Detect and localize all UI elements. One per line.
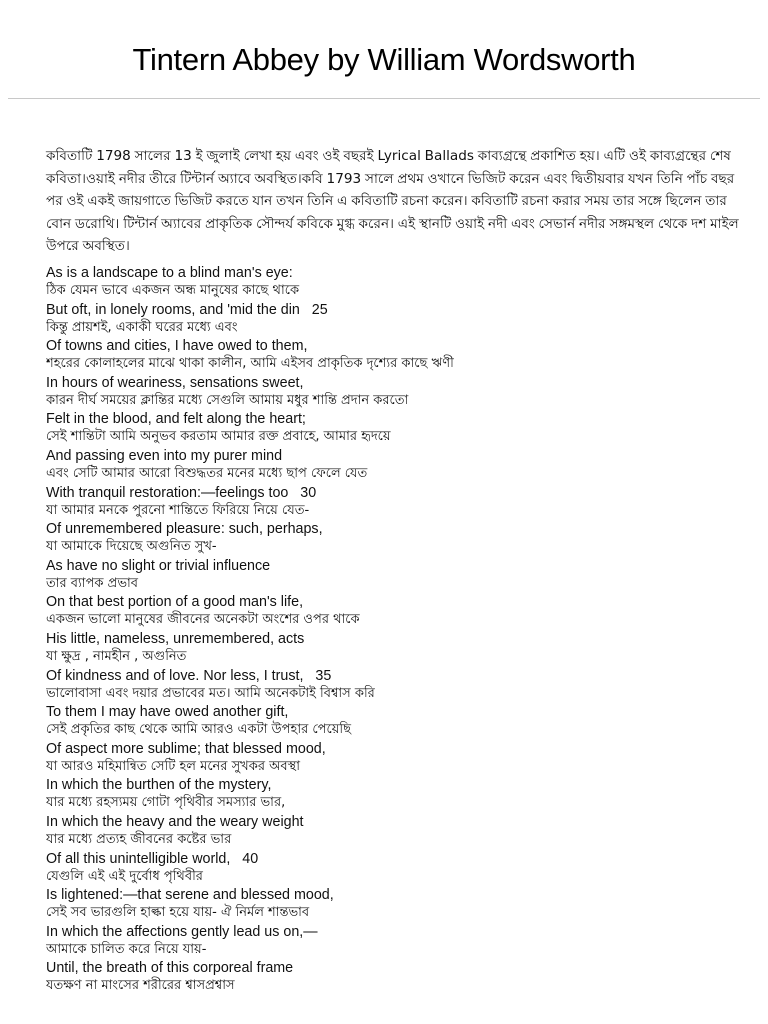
poem-line-pair: [46, 484, 748, 521]
bengali-translation: তার ব্যাপক প্রভাব: [46, 575, 139, 591]
poem-line-pair: [46, 740, 748, 777]
bengali-translation: যা আরও মহিমান্বিত সেটি হল মনের সুখকর অবস্থা: [46, 758, 300, 774]
english-line: Of aspect more sublime; that blessed mood,: [46, 740, 326, 757]
bengali-translation: যেগুলি এই এই দুর্বোধ পৃথিবীর: [46, 868, 203, 884]
bengali-translation: সেই শান্তিটা আমি অনুভব করতাম আমার রক্ত প্রবাহে, আমার হৃদয়ে: [46, 429, 391, 445]
page-title: Tintern Abbey by William Wordsworth: [132, 42, 636, 77]
poem-line-pair: [46, 923, 748, 960]
poem-line-pair: [46, 410, 748, 447]
bengali-translation: ঠিক যেমন ভাবে একজন অন্ধ মানুষের কাছে থাকে: [46, 283, 300, 298]
poem-line-pair: [46, 593, 748, 630]
english-line: Until, the breath of this corporeal frame: [46, 960, 294, 977]
title-divider: [8, 98, 760, 99]
poem-line-pair: [46, 886, 748, 923]
english-line: Is lightened:—that serene and blessed mood,: [46, 887, 334, 904]
poem-line-pair: [46, 959, 748, 996]
english-line: As is a landscape to a blind man's eye:: [46, 265, 293, 281]
english-line: In which the affections gently lead us on,—: [46, 923, 318, 940]
intro-paragraph: কবিতাটি 1798 সালের 13 ই জুলাই লেখা হয় এবং ওই বছরই Lyrical Ballads কাব্যগ্রন্থে প্রকাশিত হয়। এটি ওই কাব্যগ্রন্থের শেষ কবিতা।ওয়াই নদীর তীরে টিন্টার্ন অ্যাবে অবস্থিত।কবি 1793 সালে প্রথম ওখানে ভিজিট করেন এবং দ্বিতীয়বার যখন তিনি পাঁচ বছর পর ওই একই জায়গাতে ভিজিট করতে যান তখন তিনি এ কবিতাটি রচনা করেন। কবিতাটি রচনা করার সময় তার সঙ্গে ছিলেন তার বোন ডরোথি। টিন্টার্ন অ্যাবের প্রাকৃতিক সৌন্দর্য কবিকে মুগ্ধ করেন। এই স্থানটি ওয়াই নদী এবং সেভার্ন নদীর সঙ্গমস্থল থেকে দশ মাইল উপরে অবস্থিত।: [46, 148, 739, 254]
bengali-translation: যা আমার মনকে পুরনো শান্তিতে ফিরিয়ে নিয়ে যেত-: [46, 502, 310, 518]
english-line: In hours of weariness, sensations sweet,: [46, 374, 304, 391]
english-line: In which the burthen of the mystery,: [46, 777, 272, 794]
bengali-translation: এবং সেটি আমার আরো বিশুদ্ধতর মনের মধ্যে ছাপ ফেলে যেত: [46, 465, 368, 481]
poem-line-pair: [46, 776, 748, 813]
poem-line-pair: [46, 447, 748, 484]
poem-line-pair: [46, 703, 748, 740]
bengali-translation: কারন দীর্ঘ সময়ের ক্লান্তির মধ্যে সেগুলি আমায় মধুর শান্তি প্রদান করতো: [46, 392, 409, 408]
poem-line-pair: [46, 301, 748, 338]
poem-line-pair: [46, 813, 748, 850]
bengali-translation: একজন ভালো মানুষের জীবনের অনেকটা অংশের ওপর থাকে: [46, 612, 360, 628]
poem-line-pair: [46, 374, 748, 411]
bengali-translation: ভালোবাসা এবং দয়ার প্রভাবের মত। আমি অনেকটাই বিশ্বাস করি: [46, 685, 375, 701]
english-line: Felt in the blood, and felt along the heart;: [46, 411, 306, 428]
poem-line-pair: [46, 667, 748, 704]
poem-line-pair: [46, 630, 748, 667]
poem-line-pair: [46, 264, 748, 301]
bengali-translation: যতক্ষণ না মাংসের শরীরের শ্বাসপ্রশ্বাস: [46, 978, 235, 994]
english-line: And passing even into my purer mind: [46, 447, 283, 464]
english-line: To them I may have owed another gift,: [46, 704, 289, 721]
english-line: As have no slight or trivial influence: [46, 557, 271, 574]
english-line: Of unremembered pleasure: such, perhaps,: [46, 521, 323, 538]
bengali-translation: কিন্তু প্রায়শই, একাকী ঘরের মধ্যে এবং: [46, 319, 238, 335]
english-line: Of kindness and of love. Nor less, I trust, 35: [46, 667, 332, 684]
english-line: His little, nameless, unremembered, acts: [46, 630, 305, 647]
poem-line-pair: [46, 337, 748, 374]
poem-line-pair: [46, 850, 748, 887]
bengali-translation: যার মধ্যে প্রত্যহ জীবনের কষ্টের ভার: [46, 831, 232, 847]
english-line: Of all this unintelligible world, 40: [46, 850, 259, 867]
bengali-translation: সেই প্রকৃতির কাছ থেকে আমি আরও একটা উপহার পেয়েছি: [46, 722, 351, 738]
bengali-translation: আমাকে চালিত করে নিয়ে যায়-: [46, 941, 207, 957]
english-line: But oft, in lonely rooms, and 'mid the din 25: [46, 301, 328, 318]
bengali-translation: যা ক্ষুদ্র , নামহীন , অগুনিত: [46, 648, 187, 664]
english-line: Of towns and cities, I have owed to them,: [46, 338, 308, 355]
bengali-translation: যার মধ্যে রহস্যময় গোটা পৃথিবীর সমস্যার ভার,: [46, 795, 286, 811]
english-line: In which the heavy and the weary weight: [46, 813, 304, 830]
bengali-translation: সেই সব ভারগুলি হাল্কা হয়ে যায়- ঐ নির্মল শান্তভাব: [46, 905, 310, 921]
english-line: On that best portion of a good man's life,: [46, 594, 304, 611]
english-line: With tranquil restoration:—feelings too 30: [46, 484, 317, 501]
poem-line-pair: [46, 520, 748, 557]
bengali-translation: যা আমাকে দিয়েছে অগুনিত সুখ-: [46, 539, 217, 555]
poem-lines: [46, 264, 748, 996]
poem-line-pair: [46, 557, 748, 594]
bengali-translation: শহরের কোলাহলের মাঝে থাকা কালীন, আমি এইসব প্রাকৃতিক দৃশ্যের কাছে ঋণী: [46, 356, 454, 372]
